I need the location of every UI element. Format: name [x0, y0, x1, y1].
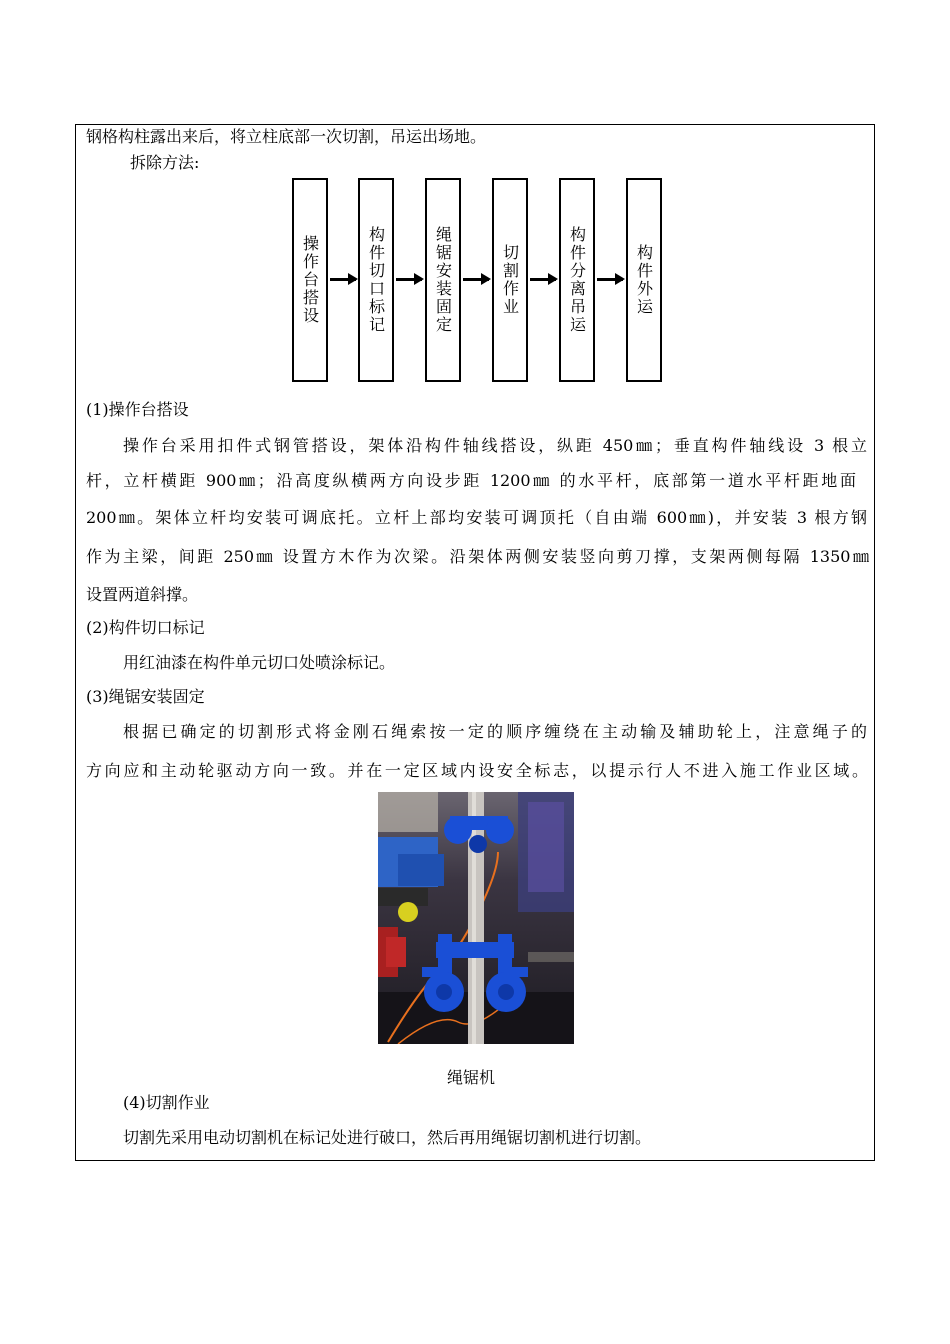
section-3-heading: (3)绳锯安装固定: [86, 687, 205, 706]
section-1-line-1: 操作台采用扣件式钢管搭设，架体沿构件轴线搭设，纵距 450㎜；垂直构件轴线设 3 根立: [123, 436, 867, 455]
flow-step-6: [626, 178, 662, 382]
section-2-body: 用红油漆在构件单元切口处喷涂标记。: [123, 653, 396, 672]
intro-line-1: 钢格构柱露出来后，将立柱底部一次切割，吊运出场地。: [86, 127, 487, 146]
flow-step-5: [559, 178, 595, 382]
section-4-body: 切割先采用电动切割机在标记处进行破口，然后再用绳锯切割机进行切割。: [123, 1128, 652, 1147]
section-3-line-1: 根据已确定的切割形式将金刚石绳索按一定的顺序缠绕在主动输及辅助轮上，注意绳子的: [123, 722, 867, 741]
flow-step-1-label: 操作台搭设: [300, 235, 320, 325]
flow-step-1: [292, 178, 328, 382]
flow-step-4: [492, 178, 528, 382]
section-1-line-4: 作为主梁，间距 250㎜ 设置方木作为次梁。沿架体两侧安装竖向剪刀撑，支架两侧每隔 1350㎜: [86, 547, 869, 566]
section-1-line-5: 设置两道斜撑。: [86, 585, 199, 604]
flow-step-3: [425, 178, 461, 382]
flow-step-4-label: 切割作业: [500, 244, 520, 316]
figure-caption: 绳锯机: [447, 1068, 496, 1087]
flow-arrow-1: [330, 278, 356, 281]
section-4-heading: (4)切割作业: [123, 1093, 210, 1112]
wire-saw-machine-photo: [378, 792, 574, 1044]
flow-step-3-label: 绳锯安装固定: [433, 226, 453, 334]
flow-arrow-4: [530, 278, 556, 281]
section-3-line-2: 方向应和主动轮驱动方向一致。并在一定区域内设安全标志，以提示行人不进入施工作业区域。: [86, 761, 868, 780]
flow-step-2: [358, 178, 394, 382]
wire-saw-illustration: [378, 792, 574, 1044]
section-1-line-3: 200㎜。架体立杆均安装可调底托。立杆上部均安装可调顶托（自由端 600㎜)，并安装 3 根方钢: [86, 508, 867, 527]
flow-arrow-3: [463, 278, 489, 281]
method-label: 拆除方法:: [130, 153, 200, 172]
section-1-heading: (1)操作台搭设: [86, 400, 189, 419]
section-2-heading: (2)构件切口标记: [86, 618, 205, 637]
flow-arrow-5: [597, 278, 623, 281]
flow-step-6-label: 构件外运: [634, 244, 654, 316]
process-flowchart: [292, 178, 664, 384]
flow-step-5-label: 构件分离吊运: [567, 226, 587, 334]
section-1-line-2: 杆，立杆横距 900㎜；沿高度纵横两方向设步距 1200㎜ 的水平杆，底部第一道水平杆距地面: [86, 471, 856, 490]
flow-step-2-label: 构件切口标记: [366, 226, 386, 334]
flow-arrow-2: [396, 278, 422, 281]
